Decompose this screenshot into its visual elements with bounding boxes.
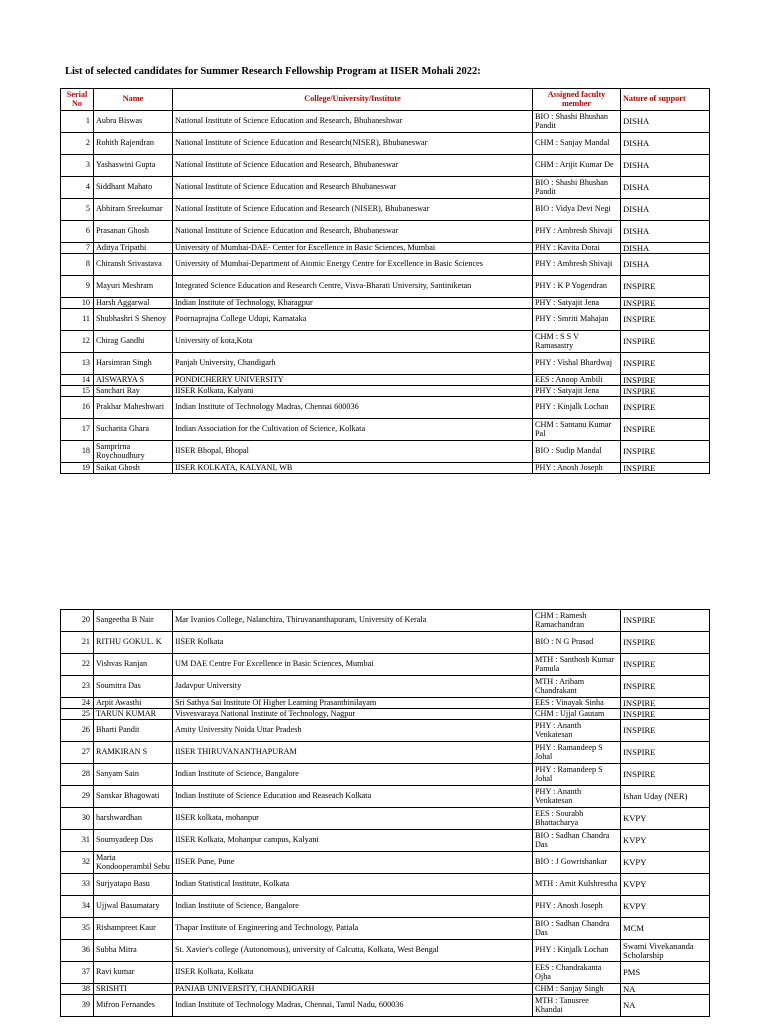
serial-cell: 24 [61, 698, 94, 709]
faculty-cell: CHM : Sanjay Mandal [533, 133, 621, 155]
support-cell: DISHA [621, 254, 710, 276]
table-row [61, 386, 710, 397]
header-faculty: Assigned faculty member [533, 89, 621, 111]
faculty-cell: EES : Anoop Ambili [533, 375, 621, 386]
faculty-cell: BIO : Shashi Bhushan Pandit [533, 177, 621, 199]
name-cell: Yashaswini Gupta [94, 155, 173, 177]
college-cell: IISER kolkata, mohanpur [173, 808, 533, 830]
support-cell: NA [621, 995, 710, 1017]
page-title: List of selected candidates for Summer Research Fellowship Program at IISER Mohali 2022: [65, 66, 481, 77]
table-row [61, 896, 710, 918]
name-cell: Arpit Awasthi [94, 698, 173, 709]
faculty-cell: PHY : Ambresh Shivaji [533, 221, 621, 243]
serial-cell: 30 [61, 808, 94, 830]
name-cell: Prakhar Maheshwari [94, 397, 173, 419]
table-row [61, 720, 710, 742]
support-cell: INSPIRE [621, 386, 710, 397]
support-cell: INSPIRE [621, 610, 710, 632]
table-row [61, 177, 710, 199]
name-cell: Ujjwal Basumatary [94, 896, 173, 918]
faculty-cell: PHY : Anosh Joseph [533, 463, 621, 474]
name-cell: Sangeetha B Nair [94, 610, 173, 632]
serial-cell: 5 [61, 199, 94, 221]
table-row [61, 419, 710, 441]
college-cell: Jadavpur University [173, 676, 533, 698]
faculty-cell: PHY : Ananth Venkatesan [533, 720, 621, 742]
college-cell: IISER THIRUVANANTHAPURAM [173, 742, 533, 764]
college-cell: National Institute of Science Education and Research (NISER), Bhubaneswar [173, 199, 533, 221]
support-cell: DISHA [621, 243, 710, 254]
serial-cell: 19 [61, 463, 94, 474]
support-cell: DISHA [621, 155, 710, 177]
name-cell: Chirag Gandhi [94, 331, 173, 353]
header-name: Name [94, 89, 173, 111]
serial-cell: 31 [61, 830, 94, 852]
table-header-row [61, 89, 710, 111]
support-cell: INSPIRE [621, 375, 710, 386]
table-row [61, 254, 710, 276]
support-cell: INSPIRE [621, 397, 710, 419]
faculty-cell: CHM : Ujjal Gautam [533, 709, 621, 720]
table-row [61, 995, 710, 1017]
serial-cell: 12 [61, 331, 94, 353]
faculty-cell: PHY : Ambresh Shivaji [533, 254, 621, 276]
serial-cell: 18 [61, 441, 94, 463]
support-cell: KVPY [621, 874, 710, 896]
college-cell: Amity University Noida Uttar Pradesh [173, 720, 533, 742]
table-row [61, 221, 710, 243]
faculty-cell: PHY : Ramandeep S Johal [533, 742, 621, 764]
college-cell: Indian Statistical Institute, Kolkata [173, 874, 533, 896]
serial-cell: 8 [61, 254, 94, 276]
college-cell: Indian Institute of Science, Bangalore [173, 896, 533, 918]
faculty-cell: PHY : Smriti Mahajan [533, 309, 621, 331]
support-cell: KVPY [621, 896, 710, 918]
college-cell: University of kota,Kota [173, 331, 533, 353]
college-cell: Indian Institute of Technology Madras, Chennai 600036 [173, 397, 533, 419]
support-cell: DISHA [621, 133, 710, 155]
table-row [61, 441, 710, 463]
faculty-cell: BIO : Shashi Bhushan Pandit [533, 111, 621, 133]
serial-cell: 34 [61, 896, 94, 918]
name-cell: Soumitra Das [94, 676, 173, 698]
college-cell: National Institute of Science Education and Research, Bhubaneswar [173, 221, 533, 243]
table-row [61, 984, 710, 995]
name-cell: RAMKIRAN S [94, 742, 173, 764]
faculty-cell: EES : Chandrakanta Ojha [533, 962, 621, 984]
college-cell: IISER Kolkata, Kolkata [173, 962, 533, 984]
college-cell: IISER Kolkata [173, 632, 533, 654]
name-cell: Sucharita Ghara [94, 419, 173, 441]
support-cell: KVPY [621, 808, 710, 830]
table-row [61, 155, 710, 177]
faculty-cell: EES : Vinayak Sinha [533, 698, 621, 709]
serial-cell: 14 [61, 375, 94, 386]
faculty-cell: PHY : Ananth Venkatesan [533, 786, 621, 808]
name-cell: SRISHTI [94, 984, 173, 995]
table-row [61, 808, 710, 830]
support-cell: INSPIRE [621, 298, 710, 309]
serial-cell: 28 [61, 764, 94, 786]
support-cell: KVPY [621, 852, 710, 874]
faculty-cell: PHY : Satyajit Jena [533, 298, 621, 309]
table-row [61, 353, 710, 375]
table-row [61, 830, 710, 852]
college-cell: Panjab University, Chandigarh [173, 353, 533, 375]
table-row [61, 698, 710, 709]
serial-cell: 11 [61, 309, 94, 331]
college-cell: National Institute of Science Education and Research(NISER), Bhubaneswar [173, 133, 533, 155]
serial-cell: 37 [61, 962, 94, 984]
serial-cell: 16 [61, 397, 94, 419]
table-row [61, 463, 710, 474]
college-cell: University of Mumbai-DAE- Center for Excellence in Basic Sciences, Mumbai [173, 243, 533, 254]
name-cell: Aditya Tripathi [94, 243, 173, 254]
table-row [61, 940, 710, 962]
header-support: Nature of support [621, 89, 710, 111]
faculty-cell: BIO : J Gowrishankar [533, 852, 621, 874]
support-cell: INSPIRE [621, 654, 710, 676]
faculty-cell: PHY : Kinjalk Lochan [533, 397, 621, 419]
serial-cell: 32 [61, 852, 94, 874]
support-cell: PMS [621, 962, 710, 984]
serial-cell: 15 [61, 386, 94, 397]
support-cell: INSPIRE [621, 709, 710, 720]
name-cell: Ravi kumar [94, 962, 173, 984]
faculty-cell: PHY : Kavita Dorai [533, 243, 621, 254]
college-cell: IISER Bhopal, Bhopal [173, 441, 533, 463]
name-cell: Mayuri Meshram [94, 276, 173, 298]
table-row [61, 654, 710, 676]
table-row [61, 397, 710, 419]
support-cell: DISHA [621, 177, 710, 199]
faculty-cell: CHM : Santanu Kumar Pal [533, 419, 621, 441]
faculty-cell: EES : Sourabh Bhattacharya [533, 808, 621, 830]
faculty-cell: BIO : Vidya Devi Negi [533, 199, 621, 221]
header-college: College/University/Institute [173, 89, 533, 111]
name-cell: Siddhant Mahato [94, 177, 173, 199]
table-row [61, 786, 710, 808]
name-cell: Aubra Biswas [94, 111, 173, 133]
support-cell: Swami Vivekananda Scholarship [621, 940, 710, 962]
name-cell: Shubhashri S Shenoy [94, 309, 173, 331]
faculty-cell: PHY : Satyajit Jena [533, 386, 621, 397]
faculty-cell: PHY : Vishal Bhardwaj [533, 353, 621, 375]
name-cell: Maria Kondooperambil Sebu [94, 852, 173, 874]
faculty-cell: BIO : N G Prasad [533, 632, 621, 654]
table-row [61, 309, 710, 331]
faculty-cell: MTH : Santhosh Kumar Pamula [533, 654, 621, 676]
name-cell: Abhiram Sreekumar [94, 199, 173, 221]
faculty-cell: PHY : K P Yogendran [533, 276, 621, 298]
serial-cell: 22 [61, 654, 94, 676]
serial-cell: 26 [61, 720, 94, 742]
table-row [61, 676, 710, 698]
support-cell: DISHA [621, 199, 710, 221]
table-row [61, 742, 710, 764]
table-row [61, 709, 710, 720]
name-cell: Surjyatapo Basu [94, 874, 173, 896]
name-cell: Vishvas Ranjan [94, 654, 173, 676]
support-cell: DISHA [621, 111, 710, 133]
support-cell: INSPIRE [621, 441, 710, 463]
table-row [61, 962, 710, 984]
faculty-cell: PHY : Ramandeep S Johal [533, 764, 621, 786]
table-row [61, 764, 710, 786]
college-cell: Indian Institute of Science, Bangalore [173, 764, 533, 786]
table-row [61, 331, 710, 353]
college-cell: Thapar Institute of Engineering and Technology, Patiala [173, 918, 533, 940]
name-cell: Rohith Rajendran [94, 133, 173, 155]
faculty-cell: CHM : Sanjay Singh [533, 984, 621, 995]
name-cell: Samprirna Roychoudhury [94, 441, 173, 463]
faculty-cell: BIO : Sudip Mandal [533, 441, 621, 463]
table-row [61, 243, 710, 254]
serial-cell: 6 [61, 221, 94, 243]
name-cell: harshwardhan [94, 808, 173, 830]
college-cell: IISER Kolkata, Mohanpur campus, Kalyani [173, 830, 533, 852]
serial-cell: 7 [61, 243, 94, 254]
support-cell: INSPIRE [621, 676, 710, 698]
serial-cell: 1 [61, 111, 94, 133]
name-cell: RITHU GOKUL. K [94, 632, 173, 654]
serial-cell: 25 [61, 709, 94, 720]
college-cell: PANJAB UNIVERSITY, CHANDIGARH [173, 984, 533, 995]
table-row [61, 375, 710, 386]
support-cell: DISHA [621, 221, 710, 243]
serial-cell: 35 [61, 918, 94, 940]
serial-cell: 27 [61, 742, 94, 764]
college-cell: Integrated Science Education and Research Centre, Visva-Bharati University, Santiniketan [173, 276, 533, 298]
name-cell: Chiransh Srivastava [94, 254, 173, 276]
name-cell: Rishampreet Kaur [94, 918, 173, 940]
serial-cell: 39 [61, 995, 94, 1017]
support-cell: MCM [621, 918, 710, 940]
serial-cell: 21 [61, 632, 94, 654]
table-row [61, 133, 710, 155]
college-cell: St. Xavier's college (Autonomous), university of Calcutta, Kolkata, West Bengal [173, 940, 533, 962]
candidates-table-part-1 [60, 88, 710, 474]
faculty-cell: CHM : S S V Ramasastry [533, 331, 621, 353]
serial-cell: 9 [61, 276, 94, 298]
college-cell: University of Mumbai-Department of Atomic Energy Centre for Excellence in Basic Sciences [173, 254, 533, 276]
name-cell: Sanskar Bhagowati [94, 786, 173, 808]
college-cell: Sri Sathya Sai Institute Of Higher Learning Prasanthinilayam [173, 698, 533, 709]
support-cell: INSPIRE [621, 353, 710, 375]
support-cell: INSPIRE [621, 463, 710, 474]
faculty-cell: MTH : Amit Kulshrestha [533, 874, 621, 896]
faculty-cell: MTH : Tanusree Khandai [533, 995, 621, 1017]
name-cell: Mifron Fernandes [94, 995, 173, 1017]
serial-cell: 17 [61, 419, 94, 441]
table-row [61, 298, 710, 309]
serial-cell: 13 [61, 353, 94, 375]
name-cell: Soumyadeep Das [94, 830, 173, 852]
college-cell: Mar Ivanios College, Nalanchira, Thiruvananthapuram, University of Kerala [173, 610, 533, 632]
support-cell: INSPIRE [621, 742, 710, 764]
name-cell: AISWARYA S [94, 375, 173, 386]
support-cell: INSPIRE [621, 419, 710, 441]
header-serial-no: Serial No [61, 89, 94, 111]
support-cell: INSPIRE [621, 698, 710, 709]
faculty-cell: CHM : Ramesh Ramachandran [533, 610, 621, 632]
name-cell: Sanchari Ray [94, 386, 173, 397]
name-cell: Bharti Pandit [94, 720, 173, 742]
table-row [61, 918, 710, 940]
college-cell: PONDICHERRY UNIVERSITY [173, 375, 533, 386]
support-cell: INSPIRE [621, 764, 710, 786]
table-row [61, 199, 710, 221]
college-cell: National Institute of Science Education and Research, Bhubaneshwar [173, 111, 533, 133]
college-cell: IISER Pune, Pune [173, 852, 533, 874]
serial-cell: 2 [61, 133, 94, 155]
support-cell: INSPIRE [621, 720, 710, 742]
serial-cell: 33 [61, 874, 94, 896]
table-row [61, 632, 710, 654]
faculty-cell: PHY : Kinjalk Lochan [533, 940, 621, 962]
serial-cell: 36 [61, 940, 94, 962]
table-row [61, 852, 710, 874]
serial-cell: 29 [61, 786, 94, 808]
name-cell: Harsh Aggarwal [94, 298, 173, 309]
college-cell: Indian Institute of Technology Madras, Chennai, Tamil Nadu, 600036 [173, 995, 533, 1017]
faculty-cell: PHY : Anosh Joseph [533, 896, 621, 918]
serial-cell: 10 [61, 298, 94, 309]
name-cell: Saikat Ghosh [94, 463, 173, 474]
college-cell: UM DAE Centre For Excellence in Basic Sciences, Mumbai [173, 654, 533, 676]
table-row [61, 610, 710, 632]
name-cell: Sanyam Sain [94, 764, 173, 786]
faculty-cell: BIO : Sadhan Chandra Das [533, 918, 621, 940]
support-cell: NA [621, 984, 710, 995]
support-cell: INSPIRE [621, 632, 710, 654]
support-cell: INSPIRE [621, 309, 710, 331]
college-cell: Poornaprajna College Udupi, Karnataka [173, 309, 533, 331]
faculty-cell: MTH : Aribam Chandrakant [533, 676, 621, 698]
college-cell: National Institute of Science Education and Research, Bhubaneswar [173, 155, 533, 177]
table-row [61, 111, 710, 133]
serial-cell: 3 [61, 155, 94, 177]
table-row [61, 874, 710, 896]
college-cell: Visvesvaraya National Institute of Technology, Nagpur [173, 709, 533, 720]
support-cell: Ishan Uday (NER) [621, 786, 710, 808]
serial-cell: 38 [61, 984, 94, 995]
faculty-cell: CHM : Arijit Kumar De [533, 155, 621, 177]
table-row [61, 276, 710, 298]
candidates-table-part-2 [60, 609, 710, 1017]
support-cell: INSPIRE [621, 276, 710, 298]
serial-cell: 23 [61, 676, 94, 698]
name-cell: Harsimran Singh [94, 353, 173, 375]
college-cell: Indian Institute of Technology, Kharagpur [173, 298, 533, 309]
college-cell: IISER Kolkata, Kalyani [173, 386, 533, 397]
faculty-cell: BIO : Sadhan Chandra Das [533, 830, 621, 852]
name-cell: Subha Mitra [94, 940, 173, 962]
college-cell: National Institute of Science Education and Research Bhubaneswar [173, 177, 533, 199]
college-cell: Indian Institute of Science Education and Reaseach Kolkata [173, 786, 533, 808]
name-cell: TARUN KUMAR [94, 709, 173, 720]
college-cell: IISER KOLKATA, KALYANI, WB [173, 463, 533, 474]
name-cell: Prasanan Ghosh [94, 221, 173, 243]
college-cell: Indian Association for the Cultivation of Science, Kolkata [173, 419, 533, 441]
serial-cell: 4 [61, 177, 94, 199]
support-cell: KVPY [621, 830, 710, 852]
support-cell: INSPIRE [621, 331, 710, 353]
serial-cell: 20 [61, 610, 94, 632]
